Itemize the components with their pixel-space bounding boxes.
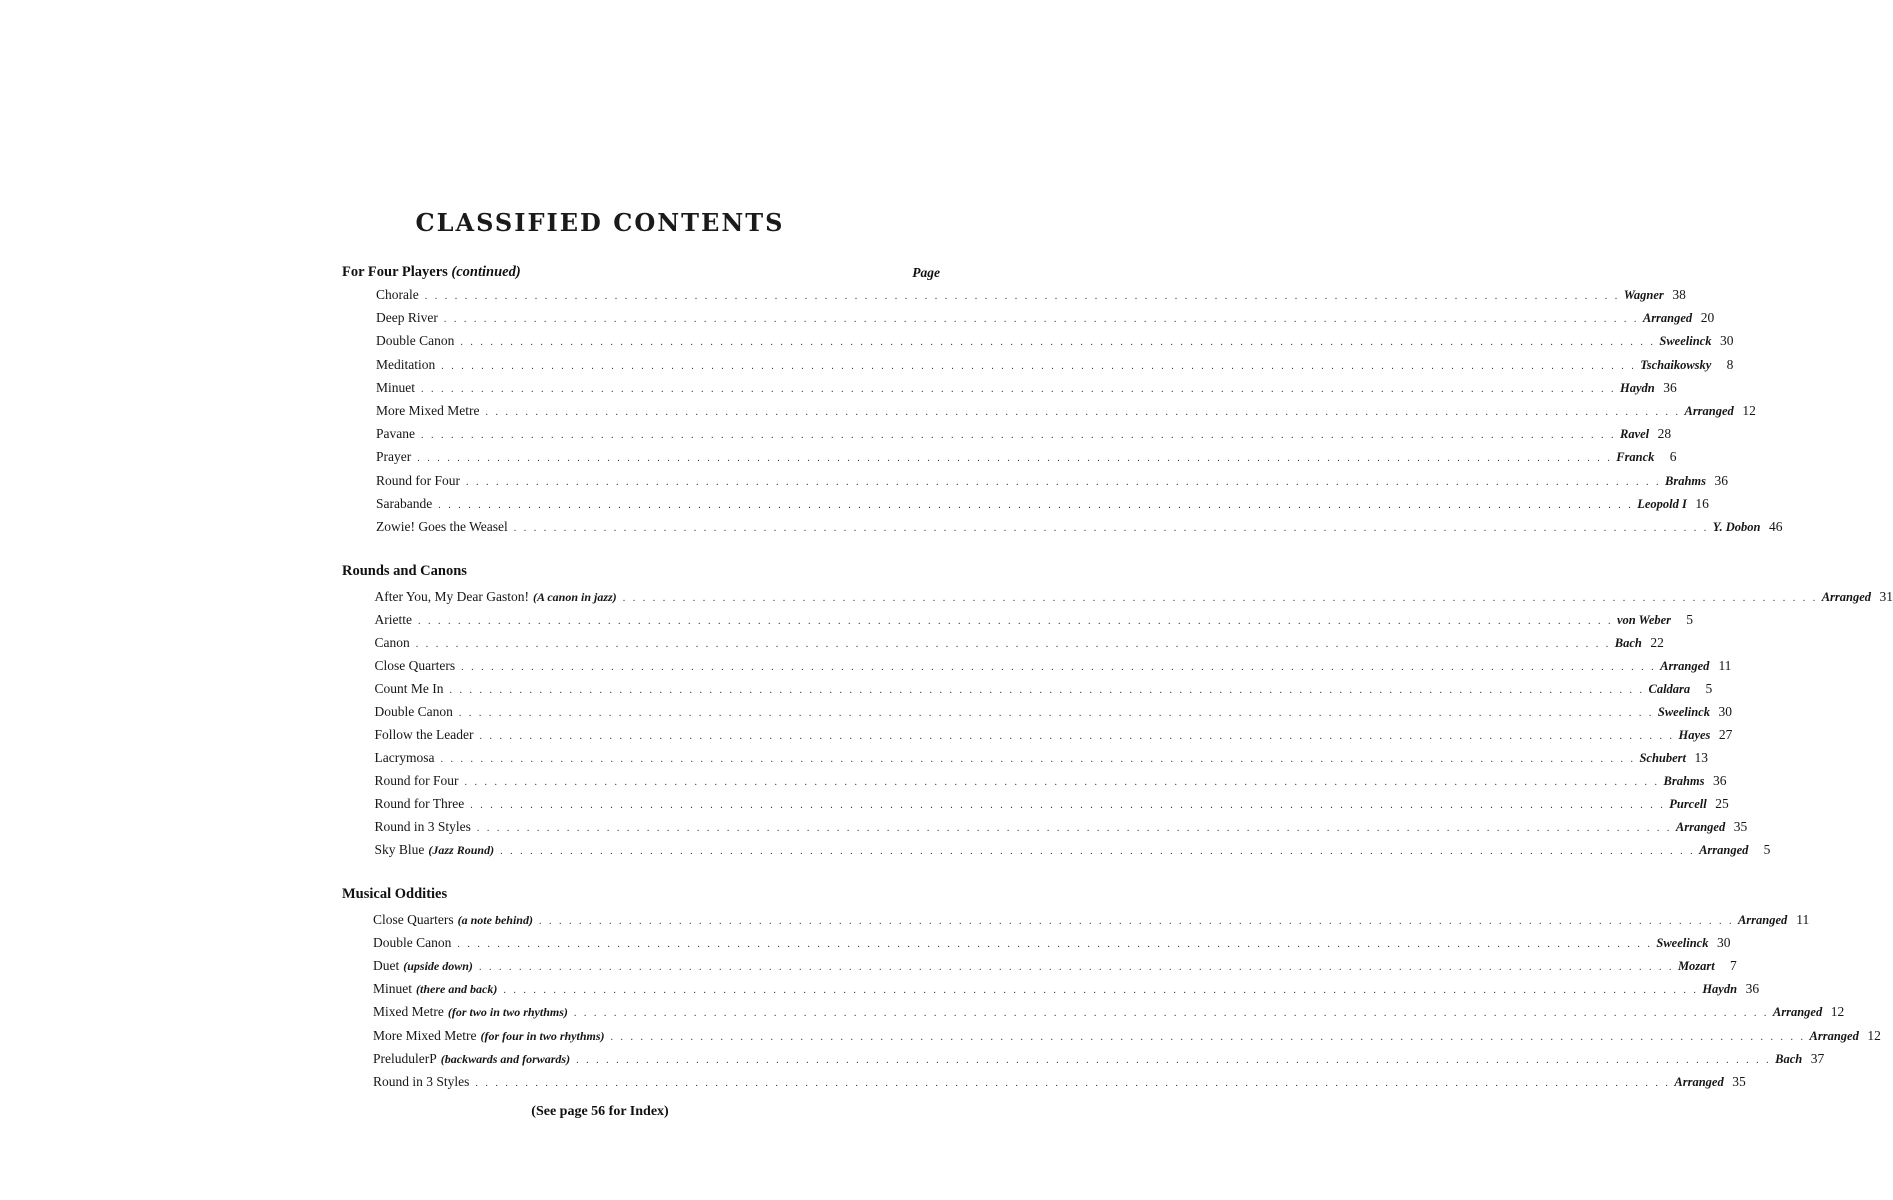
contents-entry — [374, 750, 1709, 770]
dot-leader: . . . . . . . . . . . . . . . . . . . . . . . . . . . . . . . . . . . . . . . . . . . . . . . . . . . . . . . . . . . . . . . . . . . . . . . . . . . . . . . . . . . . . . . . . . . . . . . . . . . . . . . . . . . . . . . . . . . . . . . . — [443, 314, 1639, 326]
dot-leader: . . . . . . . . . . . . . . . . . . . . . . . . . . . . . . . . . . . . . . . . . . . . . . . . . . . . . . . . . . . . . . . . . . . . . . . . . . . . . . . . . . . . . . . . . . . . . . . . . . . . . . . . . . . . . . . . . . . . . . . . — [438, 499, 1634, 511]
entry-title — [373, 935, 451, 951]
contents-entry — [376, 310, 1715, 330]
dot-leader: . . . . . . . . . . . . . . . . . . . . . . . . . . . . . . . . . . . . . . . . . . . . . . . . . . . . . . . . . . . . . . . . . . . . . . . . . . . . . . . . . . . . . . . . . . . . . . . . . . . . . . . . . . . . . . . . . . . . . . . . — [421, 383, 1616, 395]
entry-title-text: Double Canon — [373, 935, 452, 951]
contents-entry — [373, 1050, 1825, 1071]
section-heading-four-players — [342, 264, 521, 281]
section-heading-text: Rounds and Canons — [342, 563, 467, 579]
entry-page-number: 16 — [1695, 495, 1709, 511]
dot-leader: . . . . . . . . . . . . . . . . . . . . . . . . . . . . . . . . . . . . . . . . . . . . . . . . . . . . . . . . . . . . . . . . . . . . . . . . . . . . . . . . . . . . . . . . . . . . . . . . . . . . . . . . . . . . . . . . . . . . . . . . — [417, 453, 1613, 465]
contents-entry — [374, 635, 1664, 655]
entry-page-number: 25 — [1715, 796, 1729, 811]
dot-leader: . . . . . . . . . . . . . . . . . . . . . . . . . . . . . . . . . . . . . . . . . . . . . . . . . . . . . . . . . . . . . . . . . . . . . . . . . . . . . . . . . . . . . . . . . . . . . . . . . . . . . . . . . . . . . . . . . . . . . . . . — [470, 800, 1666, 811]
entry-composer: Sweelinck — [1656, 936, 1709, 951]
entry-title — [373, 1028, 605, 1044]
dot-leader: . . . . . . . . . . . . . . . . . . . . . . . . . . . . . . . . . . . . . . . . . . . . . . . . . . . . . . . . . . . . . . . . . . . . . . . . . . . . . . . . . . . . . . . . . . . . . . . . . . . . . . . . . . . . . . . . . . . . . . . . — [479, 731, 1675, 742]
entry-composer: Arranged — [1674, 1074, 1724, 1089]
entry-composer: Arranged — [1821, 590, 1872, 604]
entry-title — [376, 333, 454, 349]
entry-note: (there and back) — [416, 982, 498, 997]
entry-title-text: Chorale — [376, 287, 419, 302]
entry-title — [376, 496, 432, 512]
entry-title — [373, 1051, 570, 1067]
contents-entry — [374, 658, 1732, 678]
contents-entry — [374, 612, 1694, 632]
dot-leader: . . . . . . . . . . . . . . . . . . . . . . . . . . . . . . . . . . . . . . . . . . . . . . . . . . . . . . . . . . . . . . . . . . . . . . . . . . . . . . . . . . . . . . . . . . . . . . . . . . . . . . . . . . . . . . . . . . . . . . . . — [449, 685, 1645, 696]
entry-title — [376, 357, 435, 373]
entry-composer: Hayes — [1678, 728, 1711, 742]
entry-title — [375, 658, 456, 674]
entry-title-text: More Mixed Metre — [373, 1027, 477, 1043]
section-heading-rounds-canons — [342, 563, 467, 580]
entry-title — [375, 842, 495, 858]
contents-entry — [373, 1073, 1746, 1094]
entry-composer: Wagner — [1623, 288, 1664, 302]
dot-leader: . . . . . . . . . . . . . . . . . . . . . . . . . . . . . . . . . . . . . . . . . . . . . . . . . . . . . . . . . . . . . . . . . . . . . . . . . . . . . . . . . . . . . . . . . . . . . . . . . . . . . . . . . . . . . . . . . . . . . . . . — [476, 823, 1672, 834]
entry-page-number: 5 — [1763, 842, 1771, 857]
entry-note: (a note behind) — [457, 913, 533, 927]
entry-title-text: Canon — [374, 635, 410, 650]
dot-leader: . . . . . . . . . . . . . . . . . . . . . . . . . . . . . . . . . . . . . . . . . . . . . . . . . . . . . . . . . . . . . . . . . . . . . . . . . . . . . . . . . . . . . . . . . . . . . . . . . . . . . . . . . . . . . . . . . . . . . . . . — [475, 1077, 1671, 1089]
contents-entry — [376, 472, 1728, 493]
entry-page-number: 12 — [1742, 403, 1756, 418]
entry-title-text: PreludulerP — [373, 1050, 437, 1066]
entry-title-text: Prayer — [376, 449, 412, 465]
entry-note: (for four in two rhythms) — [480, 1028, 605, 1043]
entry-title-text: Close Quarters — [374, 658, 456, 673]
entry-title — [375, 612, 412, 628]
entry-composer: Franck — [1616, 450, 1655, 465]
dot-leader: . . . . . . . . . . . . . . . . . . . . . . . . . . . . . . . . . . . . . . . . . . . . . . . . . . . . . . . . . . . . . . . . . . . . . . . . . . . . . . . . . . . . . . . . . . . . . . . . . . . . . . . . . . . . . . . . . . . . . . . . — [441, 360, 1637, 372]
entry-title-text: Close Quarters — [373, 912, 454, 927]
entry-title — [376, 519, 508, 535]
entry-page-number: 35 — [1733, 819, 1748, 834]
section-heading-text: Musical Oddities — [342, 886, 448, 902]
entry-title — [373, 1074, 469, 1090]
entry-note: (Jazz Round) — [428, 843, 495, 857]
entry-composer: Schubert — [1639, 751, 1687, 765]
contents-entry — [374, 704, 1732, 724]
entry-composer: Brahms — [1663, 774, 1705, 788]
contents-entry — [374, 842, 1771, 862]
entry-title-text: Lacrymosa — [374, 750, 435, 765]
contents-entry — [373, 958, 1737, 978]
contents-entry — [374, 727, 1733, 747]
entry-title — [376, 473, 460, 489]
page-column-label: Page — [912, 265, 940, 280]
entry-title — [375, 796, 465, 812]
dot-leader: . . . . . . . . . . . . . . . . . . . . . . . . . . . . . . . . . . . . . . . . . . . . . . . . . . . . . . . . . . . . . . . . . . . . . . . . . . . . . . . . . . . . . . . . . . . . . . . . . . . . . . . . . . . . . . . . . . . . . . . . — [424, 291, 1620, 302]
dot-leader: . . . . . . . . . . . . . . . . . . . . . . . . . . . . . . . . . . . . . . . . . . . . . . . . . . . . . . . . . . . . . . . . . . . . . . . . . . . . . . . . . . . . . . . . . . . . . . . . . . . . . . . . . . . . . . . . . . . . . . . . — [503, 985, 1699, 997]
entry-composer: Tschaikowsky — [1640, 357, 1712, 372]
entry-composer: Leopold I — [1637, 496, 1687, 511]
entry-title-text: Round for Four — [374, 773, 459, 788]
entry-composer: Bach — [1775, 1051, 1803, 1066]
index-reference-footer: (See page 56 for Index) — [531, 1104, 669, 1119]
entry-page-number: 35 — [1732, 1073, 1746, 1089]
contents-entry — [373, 935, 1731, 955]
entry-title-text: After You, My Dear Gaston! — [374, 589, 529, 604]
entry-page-number: 13 — [1694, 750, 1709, 765]
entry-page-number: 27 — [1718, 727, 1733, 742]
entry-page-number: 36 — [1714, 472, 1728, 488]
entry-title-text: Pavane — [376, 426, 415, 442]
dot-leader: . . . . . . . . . . . . . . . . . . . . . . . . . . . . . . . . . . . . . . . . . . . . . . . . . . . . . . . . . . . . . . . . . . . . . . . . . . . . . . . . . . . . . . . . . . . . . . . . . . . . . . . . . . . . . . . . . . . . . . . . — [622, 593, 1818, 604]
dot-leader: . . . . . . . . . . . . . . . . . . . . . . . . . . . . . . . . . . . . . . . . . . . . . . . . . . . . . . . . . . . . . . . . . . . . . . . . . . . . . . . . . . . . . . . . . . . . . . . . . . . . . . . . . . . . . . . . . . . . . . . . — [466, 476, 1661, 488]
entry-composer: Haydn — [1702, 982, 1738, 997]
entry-page-number: 12 — [1830, 1004, 1845, 1020]
dot-leader: . . . . . . . . . . . . . . . . . . . . . . . . . . . . . . . . . . . . . . . . . . . . . . . . . . . . . . . . . . . . . . . . . . . . . . . . . . . . . . . . . . . . . . . . . . . . . . . . . . . . . . . . . . . . . . . . . . . . . . . . — [573, 1008, 1769, 1020]
entry-page-number: 6 — [1669, 449, 1677, 465]
contents-entry — [376, 495, 1709, 516]
dot-leader: . . . . . . . . . . . . . . . . . . . . . . . . . . . . . . . . . . . . . . . . . . . . . . . . . . . . . . . . . . . . . . . . . . . . . . . . . . . . . . . . . . . . . . . . . . . . . . . . . . . . . . . . . . . . . . . . . . . . . . . . — [478, 962, 1674, 974]
entry-title — [375, 819, 471, 835]
entry-title — [373, 912, 533, 928]
dot-leader: . . . . . . . . . . . . . . . . . . . . . . . . . . . . . . . . . . . . . . . . . . . . . . . . . . . . . . . . . . . . . . . . . . . . . . . . . . . . . . . . . . . . . . . . . . . . . . . . . . . . . . . . . . . . . . . . . . . . . . . . — [460, 337, 1656, 349]
entry-title-text: Round in 3 Styles — [374, 819, 471, 834]
entry-title-text: Count Me In — [374, 681, 444, 696]
dot-leader: . . . . . . . . . . . . . . . . . . . . . . . . . . . . . . . . . . . . . . . . . . . . . . . . . . . . . . . . . . . . . . . . . . . . . . . . . . . . . . . . . . . . . . . . . . . . . . . . . . . . . . . . . . . . . . . . . . . . . . . . — [500, 846, 1696, 857]
entry-page-number: 36 — [1663, 379, 1677, 395]
entry-title — [375, 727, 474, 743]
entry-composer: Purcell — [1669, 797, 1707, 811]
contents-entry — [374, 796, 1729, 816]
entry-composer: Y. Dobon — [1712, 520, 1761, 534]
entry-composer: Bach — [1614, 636, 1642, 650]
entry-page-number: 11 — [1718, 658, 1732, 673]
entry-title — [375, 635, 410, 651]
entry-page-number: 30 — [1716, 935, 1731, 951]
contents-entry — [376, 287, 1686, 307]
contents-entry — [374, 819, 1748, 839]
entry-page-number: 5 — [1705, 681, 1713, 696]
entry-title — [375, 704, 453, 720]
entry-note: (backwards and forwards) — [440, 1051, 571, 1066]
entry-page-number: 36 — [1713, 773, 1727, 788]
entry-title — [376, 287, 419, 303]
section-heading-text: For Four Players — [342, 264, 448, 280]
dot-leader: . . . . . . . . . . . . . . . . . . . . . . . . . . . . . . . . . . . . . . . . . . . . . . . . . . . . . . . . . . . . . . . . . . . . . . . . . . . . . . . . . . . . . . . . . . . . . . . . . . . . . . . . . . . . . . . . . . . . . . . . — [576, 1054, 1772, 1066]
entry-page-number: 5 — [1686, 612, 1694, 627]
entry-title-text: Round for Four — [376, 472, 460, 488]
entry-composer: Brahms — [1665, 473, 1706, 488]
entry-composer: Ravel — [1619, 427, 1650, 442]
page-title: CLASSIFIED CONTENTS — [415, 208, 785, 237]
entry-title-text: Double Canon — [374, 704, 453, 719]
contents-entry — [373, 1004, 1845, 1024]
entry-title — [373, 1004, 568, 1020]
entry-title — [376, 426, 415, 442]
dot-leader: . . . . . . . . . . . . . . . . . . . . . . . . . . . . . . . . . . . . . . . . . . . . . . . . . . . . . . . . . . . . . . . . . . . . . . . . . . . . . . . . . . . . . . . . . . . . . . . . . . . . . . . . . . . . . . . . . . . . . . . . — [461, 662, 1657, 673]
entry-title-text: More Mixed Metre — [376, 403, 480, 418]
entry-note: (for two in two rhythms) — [447, 1005, 568, 1020]
entry-title — [376, 449, 411, 465]
contents-entry — [373, 981, 1760, 1001]
entry-page-number: 37 — [1810, 1050, 1825, 1066]
entry-title — [373, 958, 473, 974]
entry-page-number: 36 — [1745, 981, 1760, 997]
entry-title-text: Double Canon — [376, 333, 455, 349]
contents-entry — [376, 356, 1734, 377]
entry-title-text: Mixed Metre — [373, 1004, 444, 1020]
entry-page-number: 46 — [1768, 519, 1783, 534]
entry-page-number: 11 — [1796, 912, 1810, 927]
entry-note: (A canon in jazz) — [532, 590, 617, 604]
contents-entry — [376, 403, 1756, 423]
dot-leader: . . . . . . . . . . . . . . . . . . . . . . . . . . . . . . . . . . . . . . . . . . . . . . . . . . . . . . . . . . . . . . . . . . . . . . . . . . . . . . . . . . . . . . . . . . . . . . . . . . . . . . . . . . . . . . . . . . . . . . . . — [538, 916, 1734, 927]
dot-leader: . . . . . . . . . . . . . . . . . . . . . . . . . . . . . . . . . . . . . . . . . . . . . . . . . . . . . . . . . . . . . . . . . . . . . . . . . . . . . . . . . . . . . . . . . . . . . . . . . . . . . . . . . . . . . . . . . . . . . . . . — [513, 523, 1709, 534]
dot-leader: . . . . . . . . . . . . . . . . . . . . . . . . . . . . . . . . . . . . . . . . . . . . . . . . . . . . . . . . . . . . . . . . . . . . . . . . . . . . . . . . . . . . . . . . . . . . . . . . . . . . . . . . . . . . . . . . . . . . . . . . — [420, 430, 1616, 442]
entry-title — [376, 403, 479, 419]
entry-page-number: 38 — [1672, 287, 1686, 302]
dot-leader: . . . . . . . . . . . . . . . . . . . . . . . . . . . . . . . . . . . . . . . . . . . . . . . . . . . . . . . . . . . . . . . . . . . . . . . . . . . . . . . . . . . . . . . . . . . . . . . . . . . . . . . . . . . . . . . . . . . . . . . . — [610, 1031, 1806, 1043]
dot-leader: . . . . . . . . . . . . . . . . . . . . . . . . . . . . . . . . . . . . . . . . . . . . . . . . . . . . . . . . . . . . . . . . . . . . . . . . . . . . . . . . . . . . . . . . . . . . . . . . . . . . . . . . . . . . . . . . . . . . . . . . — [417, 616, 1613, 627]
entry-title-text: Deep River — [376, 310, 438, 326]
entry-title — [375, 750, 435, 766]
entry-title — [376, 310, 438, 326]
entry-page-number: 30 — [1719, 333, 1734, 349]
entry-title-text: Round for Three — [374, 796, 465, 811]
entry-title-text: Zowie! Goes the Weasel — [376, 519, 508, 534]
entry-title — [373, 981, 497, 997]
entry-composer: Arranged — [1809, 1028, 1859, 1043]
section-heading-note: (continued) — [451, 264, 521, 280]
entry-title-text: Meditation — [376, 356, 436, 372]
entry-composer: Mozart — [1677, 959, 1715, 974]
entry-composer: Haydn — [1620, 380, 1655, 395]
entry-note: (upside down) — [403, 959, 473, 974]
entry-page-number: 22 — [1650, 635, 1664, 650]
entry-composer: Arranged — [1737, 913, 1788, 927]
dot-leader: . . . . . . . . . . . . . . . . . . . . . . . . . . . . . . . . . . . . . . . . . . . . . . . . . . . . . . . . . . . . . . . . . . . . . . . . . . . . . . . . . . . . . . . . . . . . . . . . . . . . . . . . . . . . . . . . . . . . . . . . — [457, 939, 1653, 951]
entry-title-text: Round in 3 Styles — [373, 1073, 470, 1089]
contents-entry — [374, 589, 1893, 609]
dot-leader: . . . . . . . . . . . . . . . . . . . . . . . . . . . . . . . . . . . . . . . . . . . . . . . . . . . . . . . . . . . . . . . . . . . . . . . . . . . . . . . . . . . . . . . . . . . . . . . . . . . . . . . . . . . . . . . . . . . . . . . . — [415, 639, 1611, 650]
entry-title — [375, 589, 617, 605]
entry-page-number: 7 — [1730, 958, 1737, 974]
entry-page-number: 30 — [1718, 704, 1732, 719]
contents-entry — [376, 519, 1783, 539]
entry-title-text: Sarabande — [376, 495, 433, 511]
entry-composer: Sweelinck — [1657, 705, 1710, 719]
dot-leader: . . . . . . . . . . . . . . . . . . . . . . . . . . . . . . . . . . . . . . . . . . . . . . . . . . . . . . . . . . . . . . . . . . . . . . . . . . . . . . . . . . . . . . . . . . . . . . . . . . . . . . . . . . . . . . . . . . . . . . . . — [440, 754, 1636, 765]
entry-composer: Sweelinck — [1659, 334, 1712, 349]
dot-leader: . . . . . . . . . . . . . . . . . . . . . . . . . . . . . . . . . . . . . . . . . . . . . . . . . . . . . . . . . . . . . . . . . . . . . . . . . . . . . . . . . . . . . . . . . . . . . . . . . . . . . . . . . . . . . . . . . . . . . . . . — [464, 777, 1660, 788]
entry-composer: Arranged — [1772, 1005, 1823, 1020]
contents-entry — [376, 379, 1677, 400]
entry-page-number: 8 — [1726, 356, 1734, 372]
entry-composer: Caldara — [1648, 682, 1691, 696]
entry-title — [375, 681, 444, 697]
entry-page-number: 20 — [1700, 310, 1715, 326]
entry-page-number: 31 — [1879, 589, 1893, 604]
entry-title — [375, 773, 459, 789]
entry-page-number: 28 — [1657, 426, 1672, 442]
entry-title — [376, 380, 415, 396]
entry-composer: Arranged — [1699, 843, 1749, 857]
entry-title-text: Minuet — [373, 981, 412, 997]
contents-entry — [374, 681, 1713, 701]
contents-entry — [376, 333, 1734, 353]
contents-entry — [376, 449, 1677, 469]
contents-entry — [373, 1027, 1881, 1048]
contents-entry — [376, 426, 1672, 446]
section-heading-musical-oddities — [342, 886, 447, 903]
entry-composer: von Weber — [1616, 613, 1672, 627]
entry-composer: Arranged — [1660, 659, 1710, 673]
entry-page-number: 12 — [1867, 1027, 1881, 1043]
entry-composer: Arranged — [1642, 311, 1693, 326]
entry-composer: Arranged — [1684, 404, 1734, 418]
contents-entry — [374, 773, 1727, 793]
dot-leader: . . . . . . . . . . . . . . . . . . . . . . . . . . . . . . . . . . . . . . . . . . . . . . . . . . . . . . . . . . . . . . . . . . . . . . . . . . . . . . . . . . . . . . . . . . . . . . . . . . . . . . . . . . . . . . . . . . . . . . . . — [485, 407, 1681, 418]
entry-title-text: Duet — [373, 958, 400, 974]
entry-title-text: Sky Blue — [374, 842, 425, 857]
dot-leader: . . . . . . . . . . . . . . . . . . . . . . . . . . . . . . . . . . . . . . . . . . . . . . . . . . . . . . . . . . . . . . . . . . . . . . . . . . . . . . . . . . . . . . . . . . . . . . . . . . . . . . . . . . . . . . . . . . . . . . . . — [458, 708, 1654, 719]
contents-entry — [373, 912, 1810, 932]
entry-title-text: Follow the Leader — [374, 727, 474, 742]
entry-title-text: Ariette — [374, 612, 412, 627]
entry-title-text: Minuet — [376, 379, 415, 395]
entry-composer: Arranged — [1675, 820, 1726, 834]
